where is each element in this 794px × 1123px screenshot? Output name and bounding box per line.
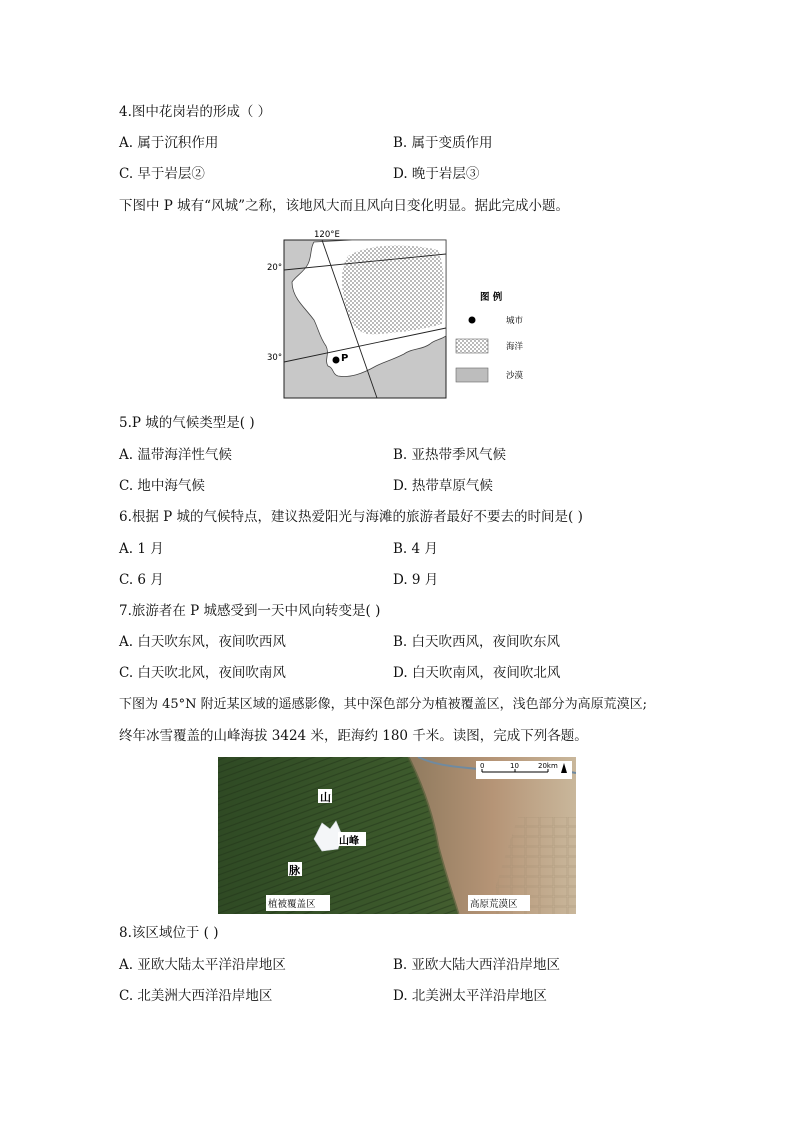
scale-0: 0 (480, 762, 485, 770)
q4-option-c: C. 早于岩层② (119, 166, 205, 182)
q5-option-b: B. 亚热带季风气候 (393, 447, 507, 463)
legend-city-label: 城市 (506, 316, 524, 326)
q7-option-b: B. 白天吹西风，夜间吹东风 (393, 634, 561, 650)
legend-ocean-label: 海洋 (506, 342, 524, 352)
label-shan: 山 (320, 791, 331, 804)
q6-stem: 6.根据 P 城的气候特点，建议热爱阳光与海滩的旅游者最好不要去的时间是( ) (119, 509, 583, 525)
q8-option-a: A. 亚欧大陆太平洋沿岸地区 (119, 957, 286, 973)
q7-option-d: D. 白天吹南风，夜间吹北风 (393, 665, 561, 681)
q5-option-a: A. 温带海洋性气候 (119, 447, 232, 463)
legend-desert-label: 沙漠 (506, 371, 524, 381)
q4-option-d: D. 晚于岩层③ (393, 166, 480, 182)
label-vegetation: 植被覆盖区 (268, 899, 316, 910)
intro-paragraph-2-line-2: 终年冰雪覆盖的山峰海拔 3424 米，距海约 180 千米。读图，完成下列各题。 (119, 728, 588, 744)
q7-option-c: C. 白天吹北风，夜间吹南风 (119, 665, 286, 681)
q8-option-d: D. 北美洲太平洋沿岸地区 (393, 988, 547, 1004)
q8-stem: 8.该区域位于 ( ) (119, 925, 219, 941)
longitude-label: 120°E (314, 230, 340, 240)
label-mai: 脉 (289, 864, 300, 877)
q7-stem: 7.旅游者在 P 城感受到一天中风向转变是( ) (119, 603, 381, 619)
legend-city-icon (469, 317, 476, 324)
city-p-marker (333, 357, 340, 364)
scale-20km: 20km (538, 762, 558, 770)
legend-ocean-swatch (456, 339, 488, 353)
q8-option-c: C. 北美洲大西洋沿岸地区 (119, 988, 273, 1004)
latitude-20-label: 20° (267, 263, 283, 273)
label-peak: 山峰 (339, 836, 359, 847)
intro-paragraph-2-line-1: 下图为 45°N 附近某区域的遥感影像，其中深色部分为植被覆盖区，浅色部分为高原荒漠区; (119, 697, 648, 712)
label-plateau-desert: 高原荒漠区 (470, 899, 518, 910)
q6-option-d: D. 9 月 (393, 572, 439, 588)
q5-stem: 5.P 城的气候类型是( ) (119, 415, 255, 431)
intro-paragraph-1: 下图中 P 城有“风城”之称，该地风大而且风向日变化明显。据此完成小题。 (119, 198, 569, 214)
q4-option-a: A. 属于沉积作用 (119, 135, 219, 151)
q5-option-c: C. 地中海气候 (119, 478, 205, 494)
city-p-label: P (341, 353, 349, 364)
q7-option-a: A. 白天吹东风，夜间吹西风 (119, 634, 286, 650)
satellite-image (218, 757, 576, 914)
q8-option-b: B. 亚欧大陆大西洋沿岸地区 (393, 957, 561, 973)
legend-desert-swatch (456, 368, 488, 382)
q6-option-a: A. 1 月 (119, 541, 164, 557)
legend-title: 图 例 (480, 292, 503, 303)
scale-10: 10 (510, 762, 519, 770)
q5-option-d: D. 热带草原气候 (393, 478, 493, 494)
latitude-30-label: 30° (267, 353, 283, 363)
q4-option-b: B. 属于变质作用 (393, 135, 493, 151)
wind-city-map (262, 228, 542, 400)
ocean-area (342, 245, 444, 334)
q4-stem: 4.图中花岗岩的形成（ ） (119, 104, 272, 120)
q6-option-c: C. 6 月 (119, 572, 164, 588)
q6-option-b: B. 4 月 (393, 541, 438, 557)
